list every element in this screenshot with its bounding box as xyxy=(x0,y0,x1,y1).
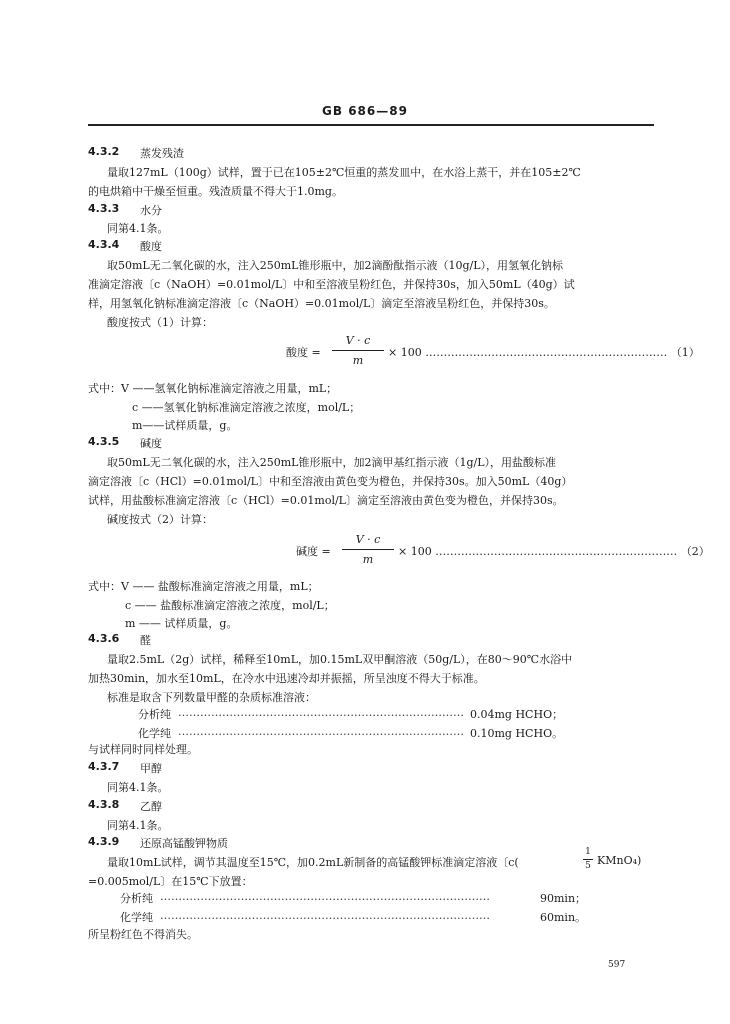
header-rule xyxy=(88,124,654,126)
section-4-3-5-number: 4.3.5 xyxy=(88,435,120,448)
section-4-3-8-title: 乙醇 xyxy=(140,800,162,813)
paragraph-line: 碱度按式（2）计算： xyxy=(107,513,213,526)
formula-1-denominator: m xyxy=(352,354,364,367)
paragraph-line: 与试样同时同样处理。 xyxy=(88,743,198,756)
paragraph-line: 量取2.5mL（2g）试样，稀释至10mL，加0.15mL双甲酮溶液（50g/L），在80～90℃水浴中 xyxy=(107,653,573,666)
inline-fraction-bar xyxy=(583,859,593,860)
grade-label: 分析纯 xyxy=(120,892,153,905)
leader-dots: ……………………………………………………………………………… xyxy=(160,890,490,903)
formula-1-numerator: V · c xyxy=(345,334,371,347)
section-4-3-2-number: 4.3.2 xyxy=(88,145,120,158)
section-4-3-8-number: 4.3.8 xyxy=(88,798,120,811)
paragraph-line: 的电烘箱中干燥至恒重。残渣质量不得大于1.0mg。 xyxy=(88,185,343,198)
inline-fraction-numerator: 1 xyxy=(585,847,591,857)
grade-limit: 0.04mg HCHO； xyxy=(470,708,564,721)
paragraph-line: =0.005mol/L〕在15℃下放置： xyxy=(88,875,253,888)
paragraph-line: 取50mL无二氧化碳的水，注入250mL锥形瓶中，加2滴甲基红指示液（1g/L），用盐酸标准 xyxy=(107,456,557,469)
section-4-3-6-title: 醛 xyxy=(140,634,151,647)
paragraph-line-tail: KMnO₄) xyxy=(597,854,642,867)
page-header: GB 686—89 xyxy=(322,104,408,118)
leader-dots: …………………………………………………………………… xyxy=(178,706,464,719)
paragraph-line: 同第4.1条。 xyxy=(107,222,169,235)
grade-limit: 0.10mg HCHO。 xyxy=(470,727,564,740)
paragraph-line: 样，用氢氧化钠标准滴定溶液〔c（NaOH）=0.01mol/L〕滴定至溶液呈粉红色，并保持30s。 xyxy=(88,297,555,310)
leader-dots: ……………………………………………………………………………… xyxy=(160,909,490,922)
paragraph-line: 试样，用盐酸标准滴定溶液〔c（HCl）=0.01mol/L〕滴定至溶液由黄色变为橙色，并保持30s。 xyxy=(88,494,564,507)
grade-label: 分析纯 xyxy=(138,708,171,721)
formula-1-rhs: × 100 ………………………………………………………… （1） xyxy=(388,346,700,359)
section-4-3-9-number: 4.3.9 xyxy=(88,835,120,848)
section-4-3-9-title: 还原高锰酸钾物质 xyxy=(140,837,228,850)
variable-definition: m——试样质量，g。 xyxy=(132,419,238,432)
section-4-3-4-title: 酸度 xyxy=(140,240,162,253)
formula-1-fraction-bar xyxy=(332,350,384,351)
formula-1-lhs: 酸度 = xyxy=(286,346,321,359)
formula-2-denominator: m xyxy=(362,553,374,566)
leader-dots: …………………………………………………………………… xyxy=(178,725,464,738)
paragraph-line: 加热30min，加水至10mL，在冷水中迅速冷却并振摇，所呈浊度不得大于标准。 xyxy=(88,672,485,685)
section-4-3-3-title: 水分 xyxy=(140,204,162,217)
paragraph-line: 准滴定溶液〔c（NaOH）=0.01mol/L〕中和至溶液呈粉红色，并保持30s，加入50mL（40g）试 xyxy=(88,278,575,291)
grade-label: 化学纯 xyxy=(138,727,171,740)
paragraph-line: 同第4.1条。 xyxy=(107,819,169,832)
paragraph-line: 量取10mL试样，调节其温度至15℃，加0.2mL新制备的高锰酸钾标准滴定溶液〔c( xyxy=(107,856,519,869)
page-number: 597 xyxy=(608,960,626,970)
formula-2-fraction-bar xyxy=(342,549,394,550)
paragraph-line: 取50mL无二氧化碳的水，注入250mL锥形瓶中，加2滴酚酞指示液（10g/L），用氢氧化钠标 xyxy=(107,259,564,272)
variable-definition: m —— 试样质量，g。 xyxy=(125,617,238,630)
formula-2-rhs: × 100 ………………………………………………………… （2） xyxy=(398,545,710,558)
section-4-3-7-title: 甲醇 xyxy=(140,762,162,775)
grade-label: 化学纯 xyxy=(120,911,153,924)
paragraph-line: 同第4.1条。 xyxy=(107,781,169,794)
section-4-3-2-title: 蒸发残渣 xyxy=(140,147,184,160)
section-4-3-7-number: 4.3.7 xyxy=(88,760,120,773)
paragraph-line: 标准是取含下列数量甲醛的杂质标准溶液： xyxy=(107,691,316,704)
section-4-3-6-number: 4.3.6 xyxy=(88,632,120,645)
section-4-3-5-title: 碱度 xyxy=(140,437,162,450)
paragraph-line: 滴定溶液〔c（HCl）=0.01mol/L〕中和至溶液由黄色变为橙色，并保持30s。加入50mL（40g） xyxy=(88,475,573,488)
inline-fraction-denominator: 5 xyxy=(585,861,591,871)
section-4-3-4-number: 4.3.4 xyxy=(88,238,120,251)
variable-definition: c —— 盐酸标准滴定溶液之浓度，mol/L； xyxy=(125,599,335,612)
paragraph-line: 量取127mL（100g）试样，置于已在105±2℃恒重的蒸发皿中，在水浴上蒸干，并在105±2℃ xyxy=(107,166,581,179)
variable-definition: 式中：V ——氢氧化钠标准滴定溶液之用量，mL； xyxy=(88,382,338,395)
time-limit: 90min； xyxy=(540,892,587,905)
formula-2-lhs: 碱度 = xyxy=(296,545,331,558)
variable-definition: c ——氢氧化钠标准滴定溶液之浓度，mol/L； xyxy=(132,401,361,414)
section-4-3-3-number: 4.3.3 xyxy=(88,202,120,215)
time-limit: 60min。 xyxy=(540,911,587,924)
paragraph-line: 酸度按式（1）计算： xyxy=(107,316,213,329)
formula-2-numerator: V · c xyxy=(355,533,381,546)
paragraph-line: 所呈粉红色不得消失。 xyxy=(88,928,198,941)
variable-definition: 式中：V —— 盐酸标准滴定溶液之用量，mL； xyxy=(88,580,319,593)
